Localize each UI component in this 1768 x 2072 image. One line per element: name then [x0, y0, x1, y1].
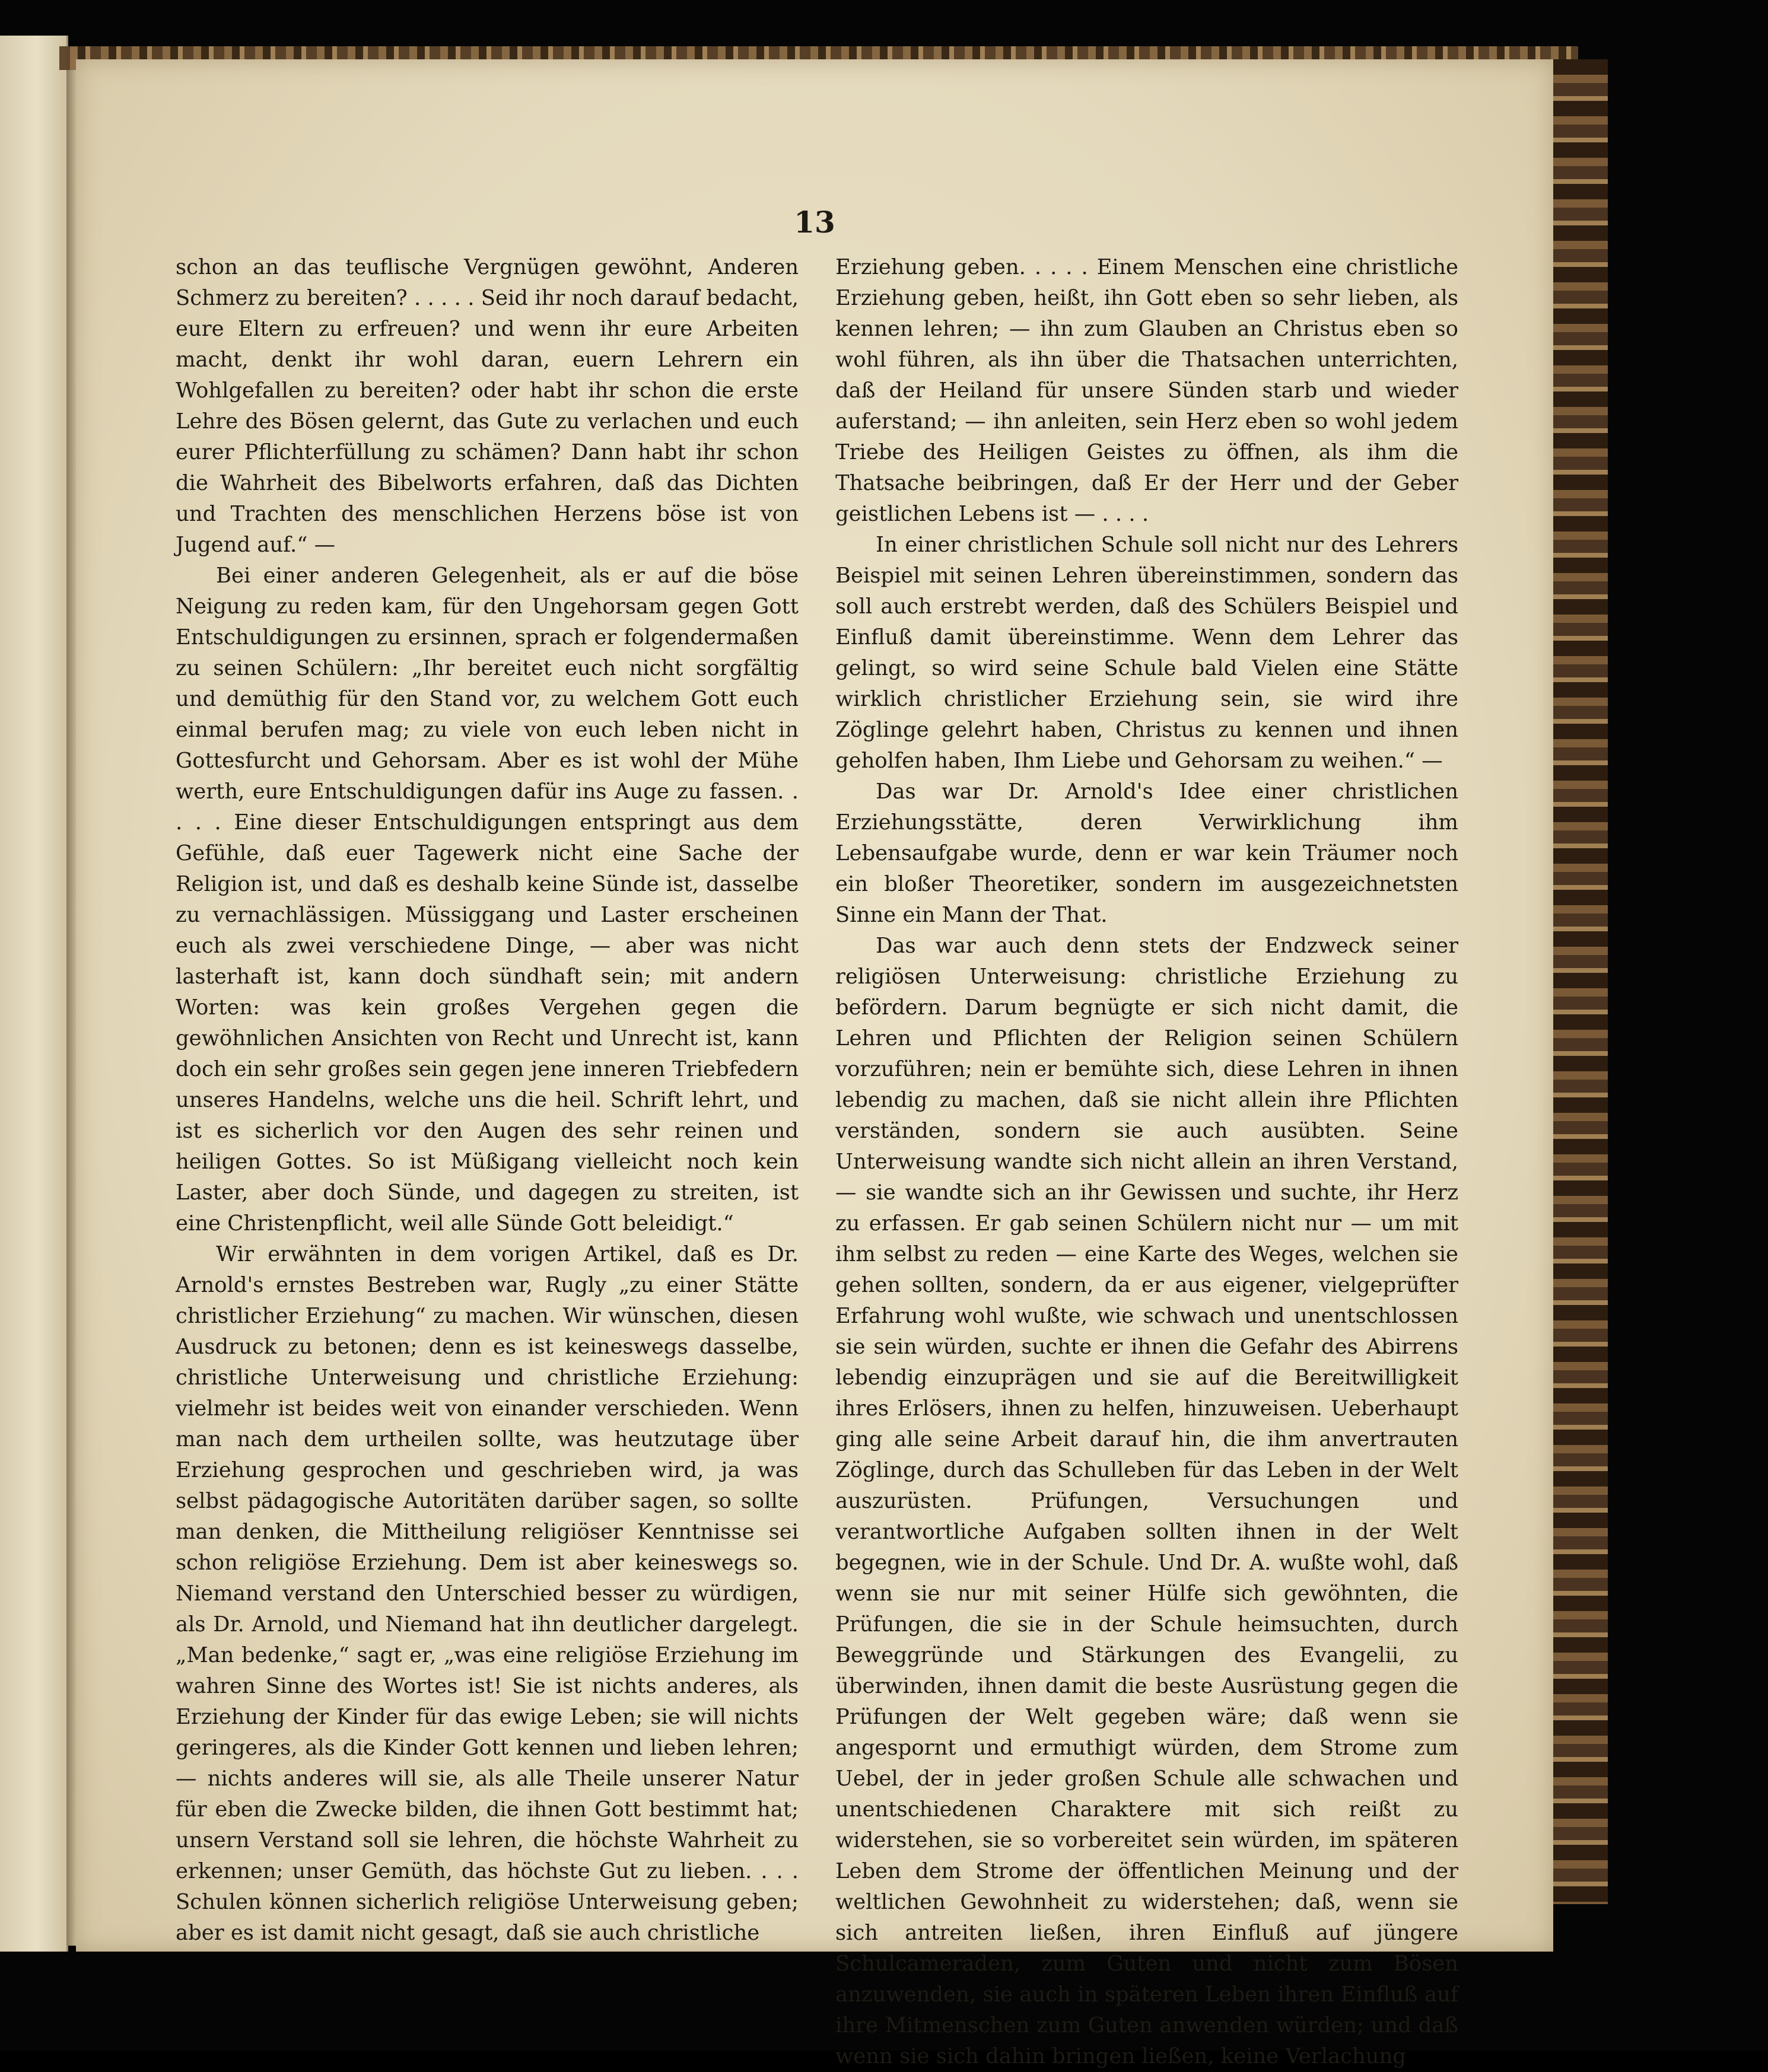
page-number: 13 — [794, 205, 835, 240]
binding-cover-right — [1548, 59, 1608, 1904]
paragraph: Das war auch denn stets der Endzweck seiner religiösen Unterweisung: christliche Erziehung zu befördern. Darum begnügte er sich nicht damit, die Lehren und Pflichten der Religion seinen Schülern vorzuführen; nein er bemühte sich, diese Lehren in ihnen lebendig zu machen, daß sie nicht allein ihre Pflichten verständen, sondern sie auch ausübten. Seine Unterweisung wandte sich nicht allein an ihren Verstand, — sie wandte sich an ihr Gewissen und suchte, ihr Herz zu erfassen. Er gab seinen Schülern nicht nur — um mit ihm selbst zu reden — eine Karte des Weges, welchen sie gehen sollten, sondern, da er aus eigener, vielgeprüfter Erfahrung wohl wußte, wie schwach und unentschlossen sie sein würden, suchte er ihnen die Gefahr des Abirrens lebendig einzuprägen und sie auf die Bereitwilligkeit ihres Erlösers, ihnen zu helfen, hinzuweisen. Ueberhaupt ging alle seine Arbeit darauf hin, die ihm anvertrauten Zöglinge, durch das Schulleben für das Leben in der Welt auszurüsten. Prüfungen, Versuchungen und verantwortliche Aufgaben sollten ihnen in der Welt begegnen, wie in der Schule. Und Dr. A. wußte wohl, daß wenn sie nur mit seiner Hülfe sich gewöhnten, die Prüfungen, die sie in der Schule heimsuchten, durch Beweggründe und Stärkungen des Evangelii, zu überwinden, ihnen damit die beste Ausrüstung gegen die Prüfungen der Welt gegeben wäre; daß wenn sie angespornt und ermuthigt würden, dem Strome zum Uebel, der in jeder großen Schule alle schwachen und unentschiedenen Charaktere mit sich reißt zu widerstehen, sie so vorbereitet sein würden, im späteren Leben dem Strome der öffentlichen Meinung und der weltlichen Gewohnheit zu widerstehen; daß, wenn sie sich antreiten ließen, ihren Einfluß auf jüngere Schulcameraden, zum Guten und nicht zum Bösen anzuwenden, sie auch in späteren Leben ihren Einfluß auf ihre Mitmenschen zum Guten anwenden würden; und daß wenn sie sich dahin bringen ließen, keine Verlachung — [835, 934, 1465, 2068]
previous-page-edge — [0, 36, 68, 1952]
paragraph: Erziehung geben. . . . . Einem Menschen eine christliche Erziehung geben, heißt, ihn Gott eben so sehr lieben, als kennen lehren; — ihn zum Glauben an Christus eben so wohl führen, als ihn über die Thatsachen unterrichten, daß der Heiland für unsere Sünden starb und wieder auferstand; — ihn anleiten, sein Herz eben so wohl jedem Triebe des Heiligen Geistes zu öffnen, als ihm die Thatsache beibringen, daß Er der Herr und der Geber geistlichen Lebens ist — . . . . — [835, 255, 1465, 526]
paragraph: Bei einer anderen Gelegenheit, als er auf die böse Neigung zu reden kam, für den Ungehorsam gegen Gott Entschuldigungen zu ersinnen, sprach er folgendermaßen zu seinen Schülern: „Ihr bereitet euch nicht sorgfältig und demüthig für den Stand vor, zu welchem Gott euch einmal berufen mag; zu viele von euch leben nicht in Gottesfurcht und Gehorsam. Aber es ist wohl der Mühe werth, eure Entschuldigungen dafür ins Auge zu fassen. . . . . Eine dieser Entschuldigungen entspringt aus dem Gefühle, daß euer Tagewerk nicht eine Sache der Religion ist, und daß es deshalb keine Sünde ist, dasselbe zu vernachlässigen. Müssiggang und Laster erscheinen euch als zwei verschiedene Dinge, — aber was nicht lasterhaft ist, kann doch sündhaft sein; mit andern Worten: was kein großes Vergehen gegen die gewöhnlichen Ansichten von Recht und Unrecht ist, kann doch ein sehr großes sein gegen jene inneren Triebfedern unseres Handelns, welche uns die heil. Schrift lehrt, und ist es sicherlich vor den Augen des sehr reinen und heiligen Gottes. So ist Müßigang vielleicht noch kein Laster, aber doch Sünde, und dagegen zu streiten, ist eine Christenpflicht, weil alle Sünde Gott beleidigt.“ — [176, 564, 806, 1236]
page — [76, 59, 1553, 2068]
right-column — [835, 252, 1465, 2072]
paragraph: In einer christlichen Schule soll nicht nur des Lehrers Beispiel mit seinen Lehren übereinstimmen, sondern das soll auch erstrebt werden, daß des Schülers Beispiel und Einfluß damit übereinstimme. Wenn dem Lehrer das gelingt, so wird seine Schule bald Vielen eine Stätte wirklich christlicher Erziehung sein, sie wird ihre Zöglinge gelehrt haben, Christus zu kennen und ihnen geholfen haben, Ihm Liebe und Gehorsam zu weihen.“ — — [835, 533, 1465, 773]
paragraph: Das war Dr. Arnold's Idee einer christlichen Erziehungsstätte, deren Verwirklichung ihm Lebensaufgabe wurde, denn er war kein Träumer noch ein bloßer Theoretiker, sondern im ausgezeichnetsten Sinne ein Mann der That. — [835, 779, 1465, 927]
paragraph: schon an das teuflische Vergnügen gewöhnt, Anderen Schmerz zu bereiten? . . . . . Seid ihr noch darauf bedacht, eure Eltern zu erfreuen? und wenn ihr eure Arbeiten macht, denkt ihr wohl daran, euern Lehrern ein Wohlgefallen zu bereiten? oder habt ihr schon die erste Lehre des Bösen gelernt, das Gute zu verlachen und euch eurer Pflichterfüllung zu schämen? Dann habt ihr schon die Wahrheit des Bibelworts erfahren, daß das Dichten und Trachten des menschlichen Herzens böse ist von Jugend auf.“ — — [176, 255, 806, 557]
left-column — [176, 252, 806, 1949]
paragraph: Wir erwähnten in dem vorigen Artikel, daß es Dr. Arnold's ernstes Bestreben war, Rugly „zu einer Stätte christlicher Erziehung“ zu machen. Wir wünschen, diesen Ausdruck zu betonen; denn es ist keineswegs dasselbe, christliche Unterweisung und christliche Erziehung: vielmehr ist beides weit von einander verschieden. Wenn man nach dem urtheilen sollte, was heutzutage über Erziehung gesprochen und geschrieben wird, ja was selbst pädagogische Autoritäten darüber sagen, so sollte man denken, die Mittheilung religiöser Kenntnisse sei schon religiöse Erziehung. Dem ist aber keineswegs so. Niemand verstand den Unterschied besser zu würdigen, als Dr. Arnold, und Niemand hat ihn deutlicher dargelegt. „Man bedenke,“ sagt er, „was eine religiöse Erziehung im wahren Sinne des Wortes ist! Sie ist nichts anderes, als Erziehung der Kinder für das ewige Leben; sie will nichts geringeres, als die Kinder Gott kennen und lieben lehren; — nichts anderes will sie, als alle Theile unserer Natur für eben die Zwecke bilden, die ihnen Gott bestimmt hat; unsern Verstand soll sie lehren, die höchste Wahrheit zu erkennen; unser Gemüth, das höchste Gut zu lieben. . . . Schulen können sicherlich religiöse Unterweisung geben; aber es ist damit nicht gesagt, daß sie auch christliche — [176, 1242, 806, 1945]
